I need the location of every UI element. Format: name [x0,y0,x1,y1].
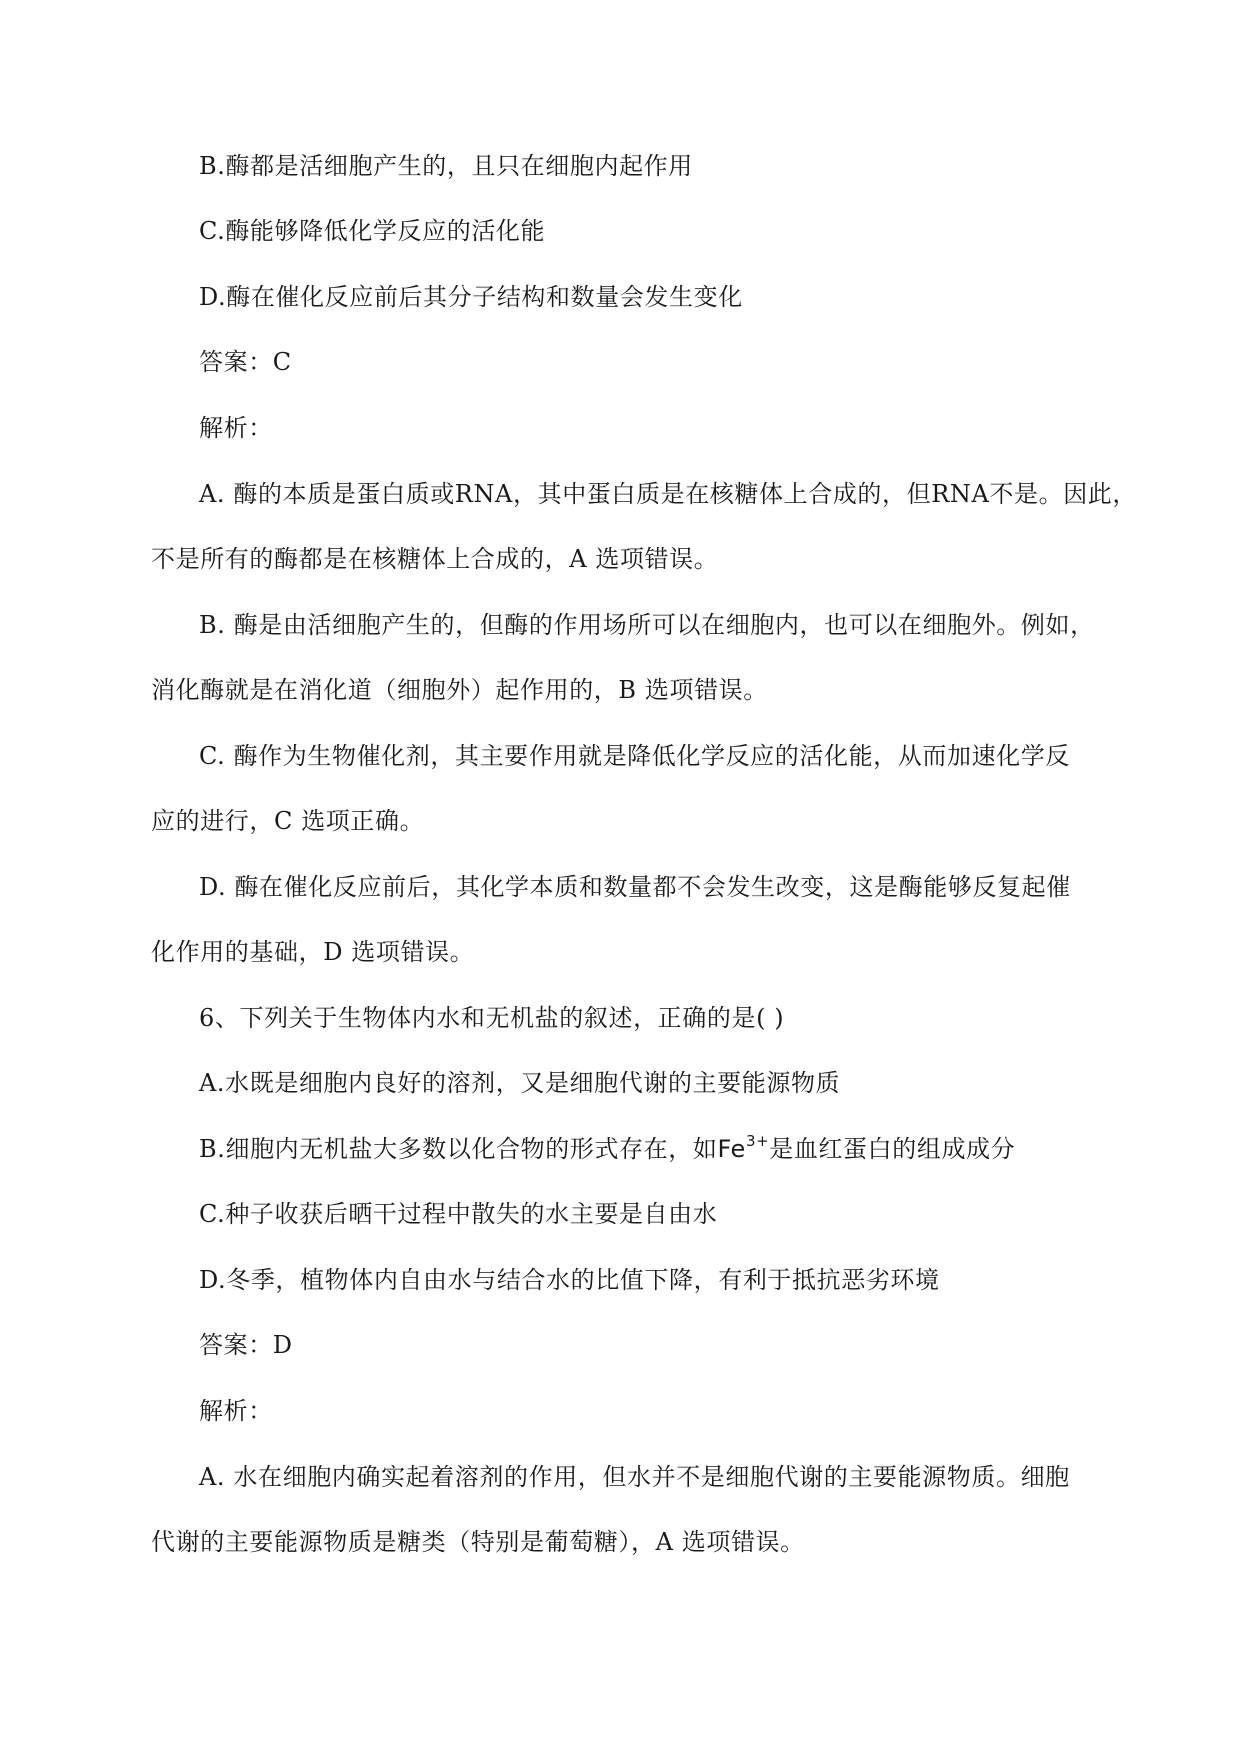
q5-analysis-b-line2: 消化酶就是在消化道（细胞外）起作用的，B 选项错误。 [151,676,768,704]
q5-option-b: B.酶都是活细胞产生的，且只在细胞内起作用 [199,152,693,180]
q6-option-b [199,1133,1015,1165]
iron-ion-charge: 3+ [745,1132,770,1150]
q6-option-d: D.冬季，植物体内自由水与结合水的比值下降，有利于抵抗恶劣环境 [199,1266,940,1294]
q5-analysis-label: 解析： [199,414,273,442]
q6-answer: 答案：D [199,1331,293,1359]
q6-analysis-label: 解析： [199,1397,273,1425]
q5-analysis-a-line2: 不是所有的酶都是在核糖体上合成的，A 选项错误。 [151,545,719,573]
q5-analysis-a-line1: A. 酶的本质是蛋白质或RNA，其中蛋白质是在核糖体上合成的，但RNA不是。因此， [199,480,1137,508]
q5-analysis-d-line1: D. 酶在催化反应前后，其化学本质和数量都不会发生改变，这是酶能够反复起催 [199,873,1071,901]
q6-option-b-pre: B.细胞内无机盐大多数以化合物的形式存在，如 [199,1135,718,1163]
q6-option-a: A.水既是细胞内良好的溶剂，又是细胞代谢的主要能源物质 [199,1069,841,1097]
q5-analysis-c-line1: C. 酶作为生物催化剂，其主要作用就是降低化学反应的活化能，从而加速化学反 [199,742,1070,770]
q6-analysis-a-line2: 代谢的主要能源物质是糖类（特别是葡萄糖），A 选项错误。 [151,1528,805,1556]
q5-analysis-d-line2: 化作用的基础，D 选项错误。 [151,938,475,966]
q5-analysis-c-line2: 应的进行，C 选项正确。 [151,807,425,835]
q6-analysis-a-line1: A. 水在细胞内确实起着溶剂的作用，但水并不是细胞代谢的主要能源物质。细胞 [199,1463,1070,1491]
q5-option-c: C.酶能够降低化学反应的活化能 [199,217,546,245]
q6-option-c: C.种子收获后晒干过程中散失的水主要是自由水 [199,1200,718,1228]
q5-answer: 答案：C [199,348,292,376]
q6-option-b-post: 是血红蛋白的组成成分 [769,1135,1016,1163]
q5-option-d: D.酶在催化反应前后其分子结构和数量会发生变化 [199,283,743,311]
q6-stem: 6、下列关于生物体内水和无机盐的叙述，正确的是( ) [199,1004,785,1032]
q5-analysis-b-line1: B. 酶是由活细胞产生的，但酶的作用场所可以在细胞内，也可以在细胞外。例如， [199,611,1095,639]
iron-ion-symbol: Fe [717,1135,746,1163]
